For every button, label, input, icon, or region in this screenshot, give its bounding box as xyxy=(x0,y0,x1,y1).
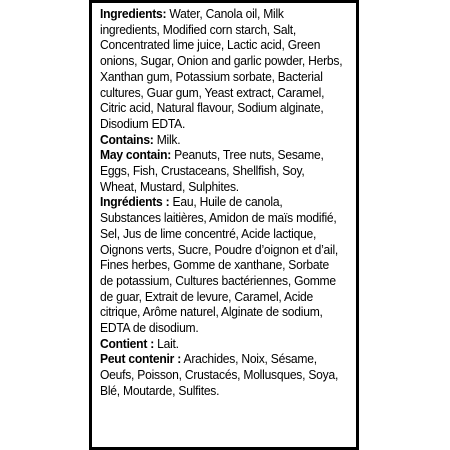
contains-fr-text: Lait. xyxy=(154,336,179,351)
ingredients-fr-text: Eau, Huile de canola, Substances laitières, Amidon de maïs modifié, Sel, Jus de lime concentré, Acide lactique, Oignons verts, Sucre, Poudre d’oignon et d’ail, Fines herbes, Gomme de xanthane, Sorbate de potassium, Cultures bactériennes, Gomme de guar, Extrait de levure, Caramel, Acide citrique, Arôme naturel, Alginate de sodium, EDTA de disodium. xyxy=(100,195,339,336)
ingredients-en-heading: Ingredients: xyxy=(100,7,167,21)
contains-en-paragraph xyxy=(100,133,344,149)
ingredients-fr-paragraph xyxy=(100,195,344,336)
may-contain-en-paragraph xyxy=(100,148,344,195)
ingredients-en-paragraph xyxy=(100,7,344,133)
may-contain-fr-heading: Peut contenir : xyxy=(100,352,182,367)
contains-fr-paragraph xyxy=(100,337,344,353)
ingredients-fr-heading: Ingrédients : xyxy=(100,195,170,210)
may-contain-en-heading: May contain: xyxy=(100,148,172,163)
may-contain-en-text: Peanuts, Tree nuts, Sesame, Eggs, Fish, Crustaceans, Shellfish, Soy, Wheat, Mustard, Sulphites. xyxy=(100,148,324,194)
may-contain-fr-text: Arachides, Noix, Sésame, Oeufs, Poisson, Crustacés, Mollusques, Soya, Blé, Moutarde, Sulfites. xyxy=(100,352,339,398)
contains-en-text: Milk. xyxy=(153,132,181,147)
contains-en-heading: Contains: xyxy=(100,132,154,147)
may-contain-fr-paragraph xyxy=(100,352,344,399)
contains-fr-heading: Contient : xyxy=(100,336,155,351)
ingredients-en-text: Water, Canola oil, Milk ingredients, Modified corn starch, Salt, Concentrated lime juice, Lactic acid, Green onions, Sugar, Onion and garlic powder, Herbs, Xanthan gum, Potassium sorbate, Bacterial cultures, Guar gum, Yeast extract, Caramel, Citric acid, Natural flavour, Sodium alginate, Disodium EDTA. xyxy=(100,7,343,131)
ingredients-label xyxy=(100,7,344,400)
